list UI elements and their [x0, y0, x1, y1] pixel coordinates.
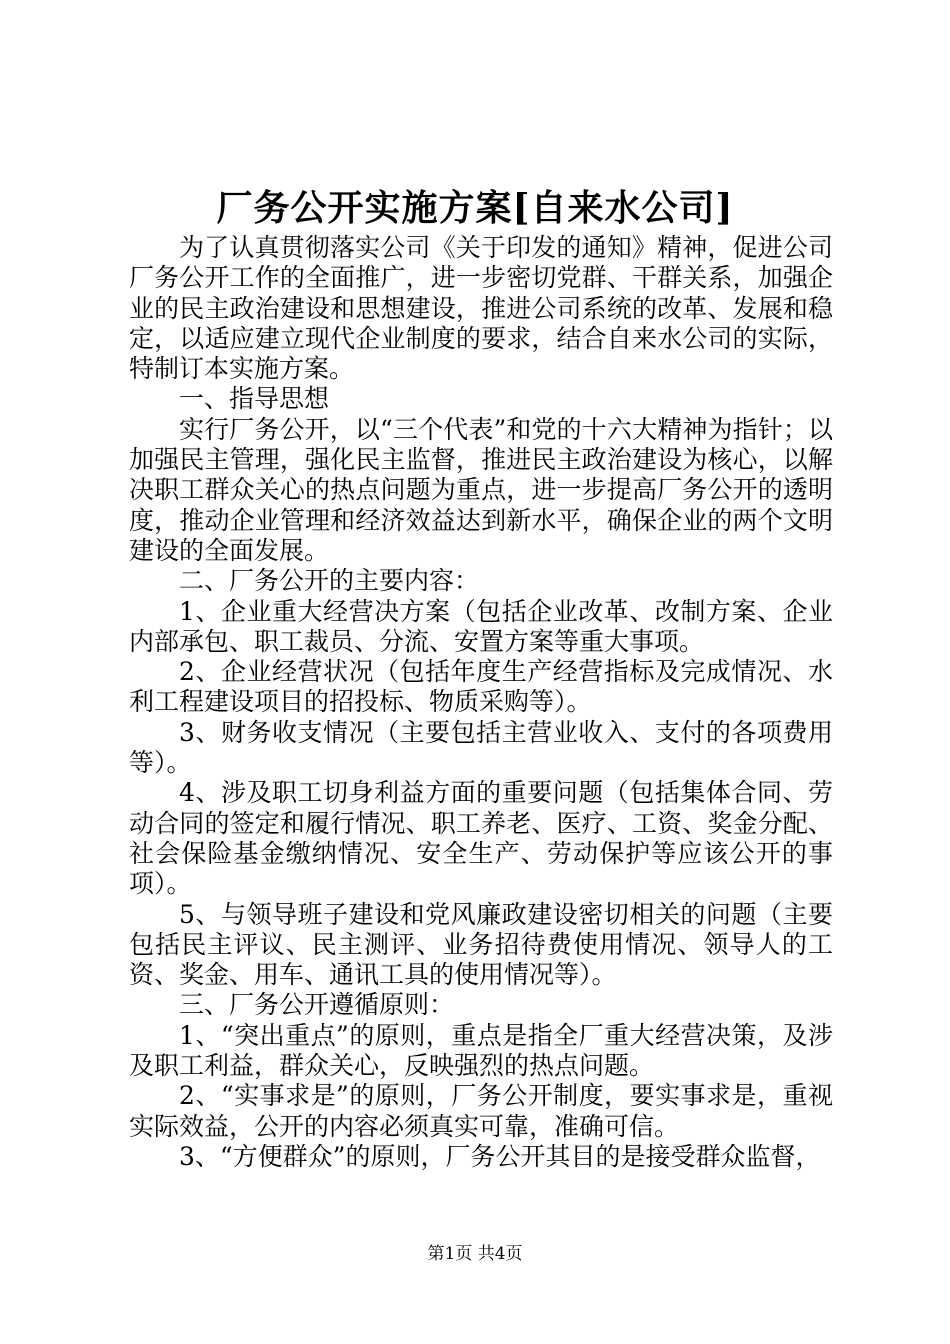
list-item-content-5: 5、与领导班子建设和党风廉政建设密切相关的问题（主要包括民主评议、民主测评、业务招待费使用情况、领导人的工资、奖金、用车、通讯工具的使用情况等）。 — [129, 899, 833, 990]
heading-principles: 三、厂务公开遵循原则： — [179, 990, 455, 1020]
list-item-principle-1: 1、“突出重点”的原则，重点是指全厂重大经营决策，及涉及职工利益，群众关心，反映强烈的热点问题。 — [129, 1020, 833, 1081]
heading-main-content: 二、厂务公开的主要内容： — [179, 566, 480, 596]
page-footer: 第1页 共4页 — [427, 1244, 523, 1264]
list-item-principle-3: 3、“方便群众”的原则，厂务公开其目的是接受群众监督， — [179, 1141, 821, 1171]
paragraph-intro: 为了认真贯彻落实公司《关于印发的通知》精神，促进公司厂务公开工作的全面推广，进一步密切党群、干群关系，加强企业的民主政治建设和思想建设，推进公司系统的改革、发展和稳定，以适应建立现代企业制度的要求，结合自来水公司的实际，特制订本实施方案。 — [129, 233, 833, 384]
list-item-content-3: 3、财务收支情况（主要包括主营业收入、支付的各项费用等）。 — [129, 717, 833, 778]
heading-guiding-thought: 一、指导思想 — [179, 384, 330, 414]
paragraph-guiding-thought: 实行厂务公开，以“三个代表”和党的十六大精神为指针；以加强民主管理，强化民主监督，推进民主政治建设为核心，以解决职工群众关心的热点问题为重点，进一步提高厂务公开的透明度，推动企业管理和经济效益达到新水平，确保企业的两个文明建设的全面发展。 — [129, 414, 833, 565]
list-item-principle-2: 2、“实事求是”的原则，厂务公开制度，要实事求是，重视实际效益，公开的内容必须真实可靠，准确可信。 — [129, 1081, 833, 1141]
document-body — [129, 233, 833, 1172]
document-title: 厂务公开实施方案[自来水公司] — [216, 187, 734, 229]
list-item-content-4: 4、涉及职工切身利益方面的重要问题（包括集体合同、劳动合同的签定和履行情况、职工养老、医疗、工资、奖金分配、社会保险基金缴纳情况、安全生产、劳动保护等应该公开的事项）。 — [129, 778, 833, 899]
list-item-content-1: 1、企业重大经营决方案（包括企业改革、改制方案、企业内部承包、职工裁员、分流、安置方案等重大事项。 — [129, 596, 833, 656]
list-item-content-2: 2、企业经营状况（包括年度生产经营指标及完成情况、水利工程建设项目的招投标、物质采购等）。 — [129, 657, 833, 717]
